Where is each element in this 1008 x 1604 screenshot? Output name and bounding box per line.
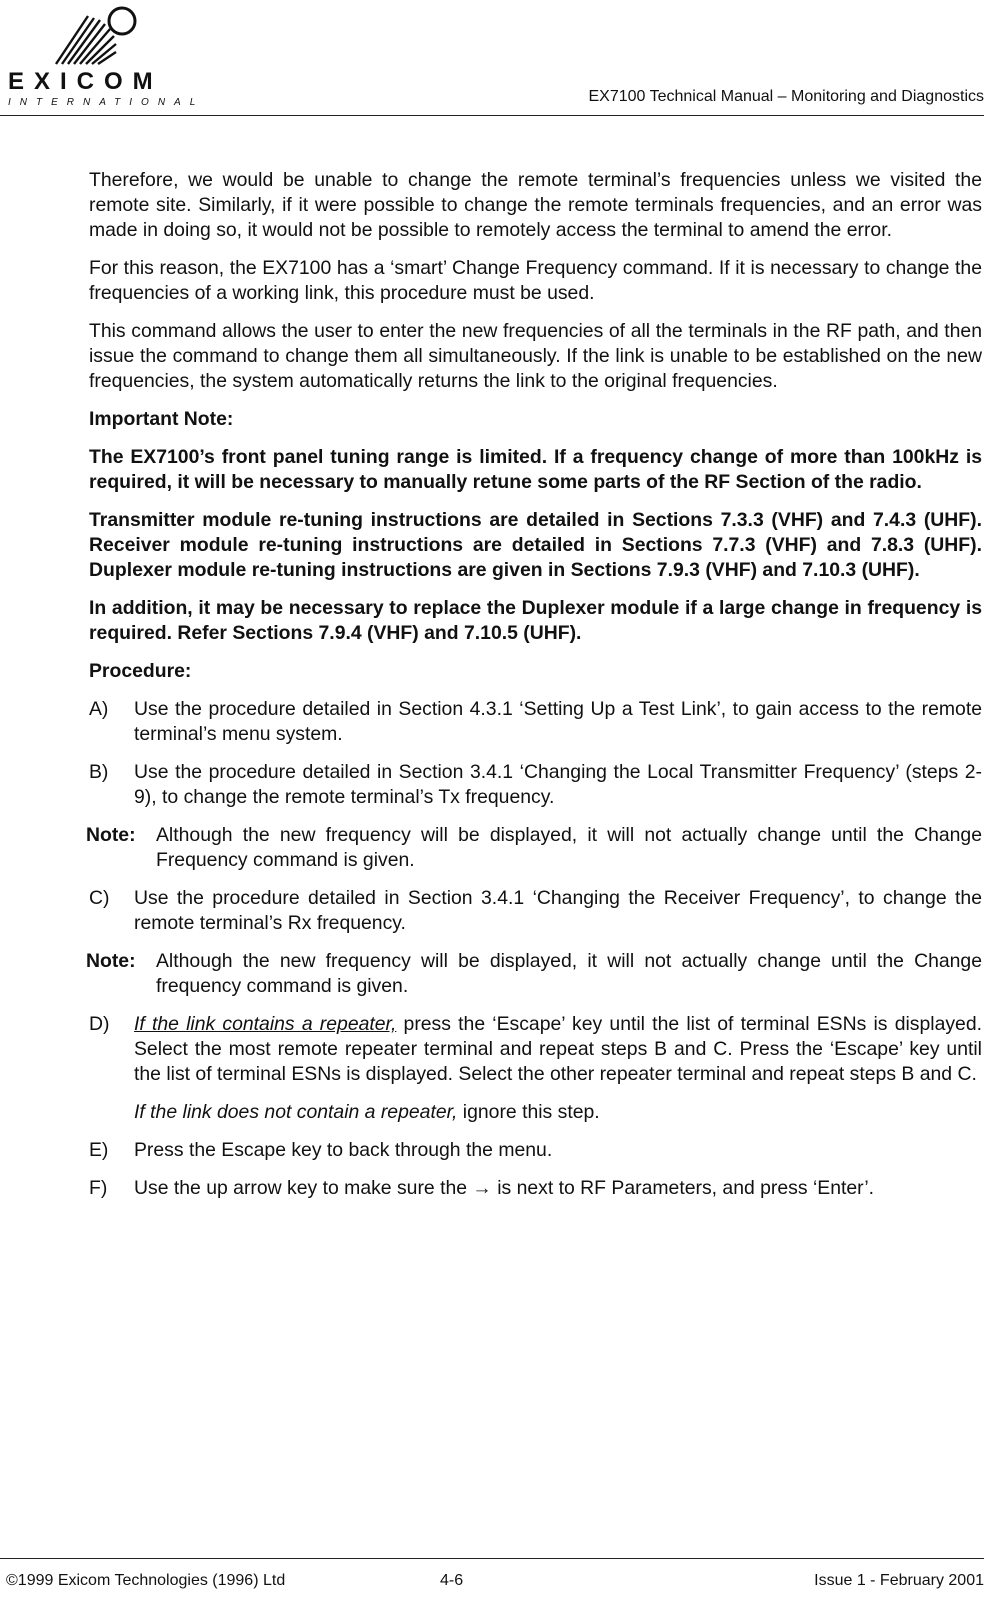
paragraph: For this reason, the EX7100 has a ‘smart’ Change Frequency command. If it is necessary to change the frequencies of a working link, this procedure must be used. <box>89 257 982 304</box>
step-text: Use the procedure detailed in Section 3.4.1 ‘Changing the Local Transmitter Frequency’ (steps 2-9), to change the remote terminal’s Tx frequency. <box>134 761 982 808</box>
step-label: B) <box>89 761 109 783</box>
step-text: Use the up arrow key to make sure the → is next to RF Parameters, and press ‘Enter’. <box>134 1177 875 1199</box>
note-text: Although the new frequency will be displayed, it will not actually change until the Change frequency command is given. <box>156 950 982 997</box>
important-note-text: The EX7100’s front panel tuning range is limited. If a frequency change of more than 100kHz is required, it will be necessary to manually retune some parts of the RF Section of the radio. <box>89 446 982 493</box>
page-body <box>86 168 983 1214</box>
note-label: Note: <box>86 950 136 972</box>
important-note-text: Transmitter module re-tuning instructions are detailed in Sections 7.3.3 (VHF) and 7.4.3 (UHF). Receiver module re-tuning instructions are detailed in Sections 7.7.3 (VHF) and 7.8.3 (UHF). Duplexer module re-tuning instructions are given in Sections 7.9.3 (VHF) and 7.10.3 (UHF). <box>89 509 982 581</box>
procedure-step-c <box>89 886 982 936</box>
logo-subtitle: INTERNATIONAL <box>8 97 205 108</box>
footer-page-number: 4-6 <box>440 1572 464 1589</box>
step-text: Press the Escape key to back through the menu. <box>134 1139 553 1161</box>
step-label: C) <box>89 887 110 909</box>
step-label: A) <box>89 698 109 720</box>
step-text <box>134 1012 982 1087</box>
step-label: E) <box>89 1139 109 1161</box>
procedure-step-d <box>89 1012 982 1087</box>
step-body: press the ‘Escape’ key until the list of terminal ESNs is displayed. Select the most remote repeater terminal and repeat steps B and C. Press the ‘Escape’ key until the list of terminal ESNs is displayed. Select the other repeater terminal and repeat steps B and C. <box>134 1013 983 1085</box>
paragraph: Therefore, we would be unable to change the remote terminal’s frequencies unless we visited the remote site. Similarly, if it were possible to change the remote terminals frequencies, and an error was made in doing so, it would not be possible to remotely access the terminal to amend the error. <box>89 169 982 241</box>
logo-emblem <box>56 8 135 64</box>
logo-wordmark: EXICOM <box>8 68 163 95</box>
procedure-note <box>86 949 982 999</box>
procedure-step-f <box>89 1176 982 1201</box>
step-text: Use the procedure detailed in Section 4.3.1 ‘Setting Up a Test Link’, to gain access to the remote terminal’s menu system. <box>134 698 982 745</box>
procedure-step-d-alt <box>134 1100 982 1125</box>
note-text: Although the new frequency will be displayed, it will not actually change until the Change Frequency command is given. <box>156 824 982 871</box>
procedure-step-a <box>89 697 982 747</box>
step-label: D) <box>89 1013 110 1035</box>
footer-issue: Issue 1 - February 2001 <box>814 1572 984 1589</box>
important-note-text: In addition, it may be necessary to replace the Duplexer module if a large change in frequency is required. Refer Sections 7.9.4 (VHF) and 7.10.5 (UHF). <box>89 597 982 644</box>
header-divider <box>0 115 984 116</box>
footer-divider <box>0 1558 984 1559</box>
procedure-step-e <box>89 1138 982 1163</box>
header-title: EX7100 Technical Manual – Monitoring and Diagnostics <box>588 88 984 105</box>
step-condition: If the link does not contain a repeater, <box>134 1101 458 1123</box>
footer-copyright: ©1999 Exicom Technologies (1996) Ltd <box>6 1572 286 1589</box>
note-label: Note: <box>86 824 136 846</box>
paragraph: This command allows the user to enter the new frequencies of all the terminals in the RF path, and then issue the command to change them all simultaneously. If the link is unable to be established on the new frequencies, the system automatically returns the link to the original frequencies. <box>89 320 982 392</box>
step-text: Use the procedure detailed in Section 3.4.1 ‘Changing the Receiver Frequency’, to change the remote terminal’s Rx frequency. <box>134 887 982 934</box>
step-condition: If the link contains a repeater, <box>134 1013 397 1035</box>
exicom-logo <box>4 2 205 108</box>
step-label: F) <box>89 1177 108 1199</box>
procedure-step-b <box>89 760 982 810</box>
procedure-note <box>86 823 982 873</box>
procedure-heading: Procedure: <box>89 660 192 682</box>
important-note-heading: Important Note: <box>89 408 234 430</box>
step-body: ignore this step. <box>457 1101 600 1123</box>
